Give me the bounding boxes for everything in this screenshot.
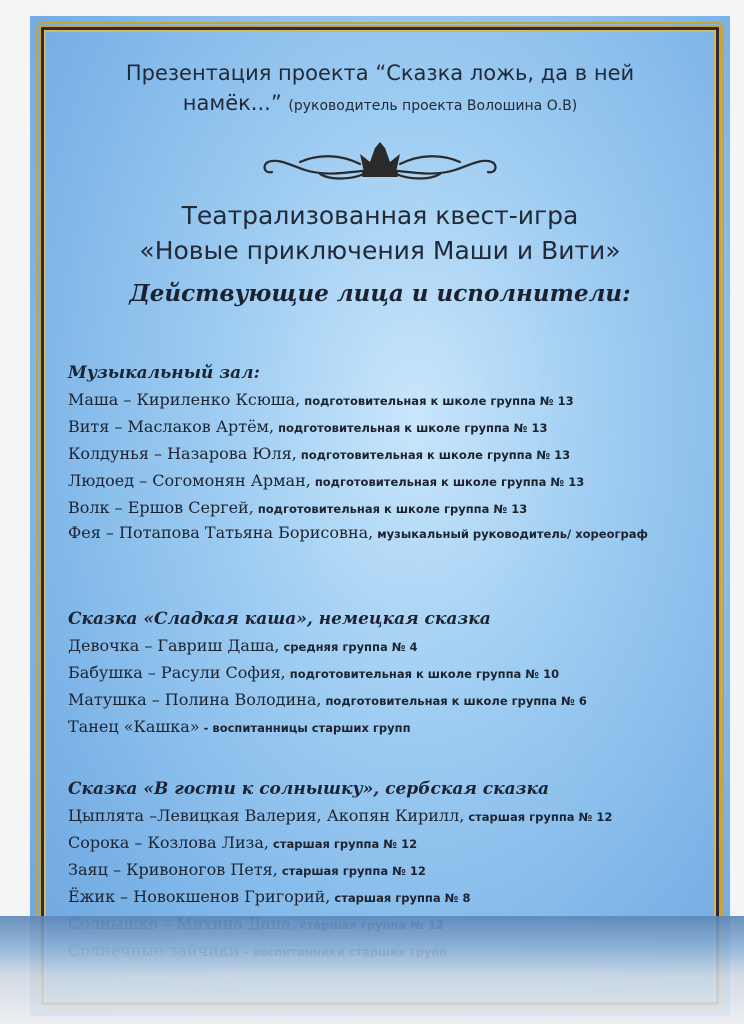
cast-row: [68, 687, 708, 714]
crown-ornament-icon: [260, 140, 500, 184]
cast-group: старшая группа № 12: [464, 810, 613, 824]
cast-row: [68, 441, 708, 468]
cast-row: [68, 495, 708, 522]
cast-role: Людоед – Согомонян Арман,: [68, 471, 311, 490]
cast-group: - воспитанницы старших групп: [199, 721, 411, 735]
cast-role: Фея – Потапова Татьяна Борисовна,: [68, 523, 374, 542]
section-music-hall: [68, 362, 708, 545]
cast-row: [68, 830, 708, 857]
cast-row: [68, 633, 708, 660]
cast-group: старшая группа № 12: [269, 837, 418, 851]
cast-role: Цыплята –Левицкая Валерия, Акопян Кирилл,: [68, 806, 465, 825]
project-leader-note: (руководитель проекта Волошина О.В): [288, 98, 578, 114]
cast-row: [68, 522, 668, 545]
title-line-1: Театрализованная квест-игра: [181, 201, 579, 230]
poster-content: [30, 16, 730, 1016]
cast-group: подготовительная к школе группа № 6: [321, 694, 587, 708]
heading-line-2: [80, 88, 680, 121]
cast-subtitle: Действующие лица и исполнители:: [129, 280, 631, 307]
section-sweet-porridge: [68, 608, 708, 741]
cast-role: Матушка – Полина Володина,: [68, 690, 322, 709]
cast-group: подготовительная к школе группа № 10: [285, 667, 560, 681]
title-line-2: «Новые приключения Маши и Вити»: [139, 236, 621, 265]
cast-row: [68, 803, 708, 830]
cast-role: Девочка – Гавриш Даша,: [68, 636, 280, 655]
cast-role: Танец «Кашка»: [68, 717, 200, 736]
cast-group: средняя группа № 4: [279, 640, 418, 654]
cast-role: Сорока – Козлова Лиза,: [68, 833, 269, 852]
section-title: Музыкальный зал:: [68, 363, 260, 383]
project-presentation-heading: [80, 58, 680, 121]
cast-row: [68, 660, 708, 687]
cast-role: Витя – Маслаков Артём,: [68, 417, 275, 436]
cast-group: старшая группа № 8: [330, 891, 471, 905]
heading-line-1: Презентация проекта “Сказка ложь, да в ней: [125, 61, 635, 85]
cast-group: подготовительная к школе группа № 13: [310, 475, 585, 489]
cast-group: подготовительная к школе группа № 13: [296, 448, 571, 462]
cast-row: [68, 884, 708, 911]
cast-role: Волк – Ершов Сергей,: [68, 498, 254, 517]
cast-role: Бабушка – Расули София,: [68, 663, 286, 682]
cast-row: [68, 387, 708, 414]
scan-distortion-strip: [0, 916, 744, 1024]
cast-row: [68, 414, 708, 441]
cast-role: Колдунья – Назарова Юля,: [68, 444, 297, 463]
cast-role: Ёжик – Новокшенов Григорий,: [68, 887, 331, 906]
cast-role: Заяц – Кривоногов Петя,: [68, 860, 278, 879]
cast-row: [68, 857, 708, 884]
cast-row: [68, 468, 708, 495]
cast-group: подготовительная к школе группа № 13: [300, 394, 574, 408]
section-title: Сказка «Сладкая каша», немецкая сказка: [68, 609, 491, 629]
cast-group: подготовительная к школе группа № 13: [274, 421, 548, 435]
cast-group: подготовительная к школе группа № 13: [253, 502, 528, 516]
cast-group: старшая группа № 12: [277, 864, 426, 878]
heading-line-2-main: намёк...”: [182, 91, 282, 115]
quest-game-title: [80, 198, 680, 268]
cast-row: [68, 714, 708, 741]
section-title: Сказка «В гости к солнышку», сербская сказка: [68, 779, 550, 799]
cast-role: Маша – Кириленко Ксюша,: [68, 390, 301, 409]
cast-group: музыкальный руководитель/ хореограф: [373, 527, 648, 541]
